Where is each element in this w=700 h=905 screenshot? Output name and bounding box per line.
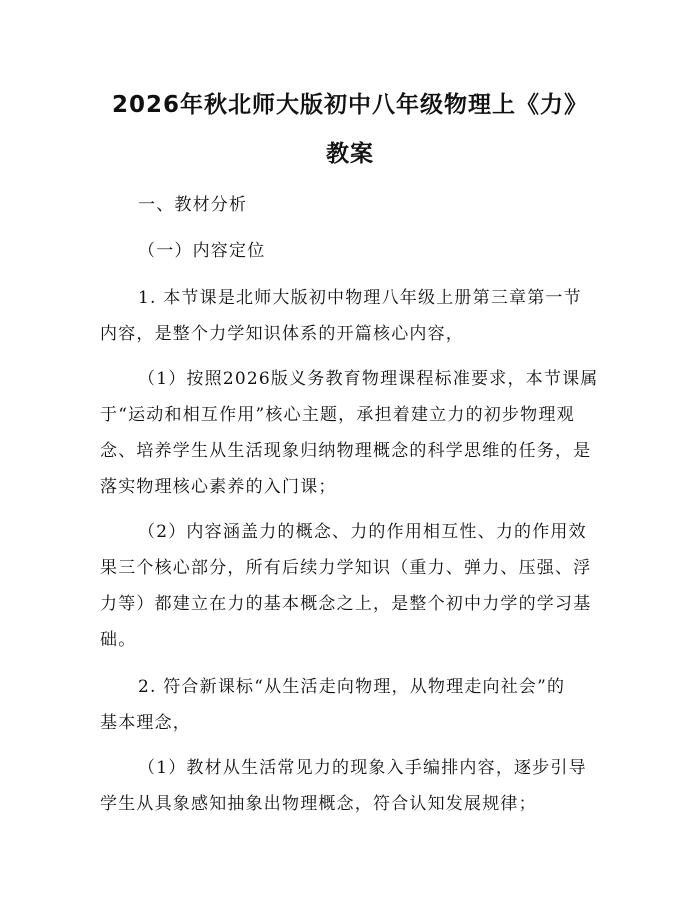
document-title: 2026年秋北师大版初中八年级物理上《力》	[111, 92, 588, 118]
paragraph-line: 落实物理核心素养的入门课；	[100, 477, 337, 497]
paragraph-line: 2. 符合新课标“从生活走向物理，从物理走向社会”的	[138, 677, 566, 697]
paragraph-line: （1）按照2026版义务教育物理课程标准要求，本节课属	[138, 369, 599, 389]
paragraph-line: 础。	[100, 630, 137, 650]
subsection-heading: （一）内容定位	[138, 241, 266, 261]
paragraph-line: 念、培养学生从生活现象归纳物理概念的科学思维的任务，是	[100, 441, 592, 461]
paragraph-line: 力等）都建立在力的基本概念之上，是整个初中力学的学习基	[100, 594, 592, 614]
section-heading: 一、教材分析	[138, 195, 248, 215]
paragraph-line: （2）内容涵盖力的概念、力的作用相互性、力的作用效	[138, 522, 587, 542]
paragraph-line: （1）教材从生活常见力的现象入手编排内容，逐步引导	[138, 758, 587, 778]
paragraph-line: 1. 本节课是北师大版初中物理八年级上册第三章第一节	[138, 288, 582, 308]
paragraph-line: 于“运动和相互作用”核心主题，承担着建立力的初步物理观	[100, 405, 575, 425]
document-title-continued: 教案	[326, 141, 374, 167]
paragraph-line: 果三个核心部分，所有后续力学知识（重力、弹力、压强、浮	[100, 558, 592, 578]
paragraph-line: 内容，是整个力学知识体系的开篇核心内容，	[100, 324, 464, 344]
paragraph-line: 基本理念，	[100, 713, 191, 733]
paragraph-line: 学生从具象感知抽象出物理概念，符合认知发展规律；	[100, 794, 537, 814]
